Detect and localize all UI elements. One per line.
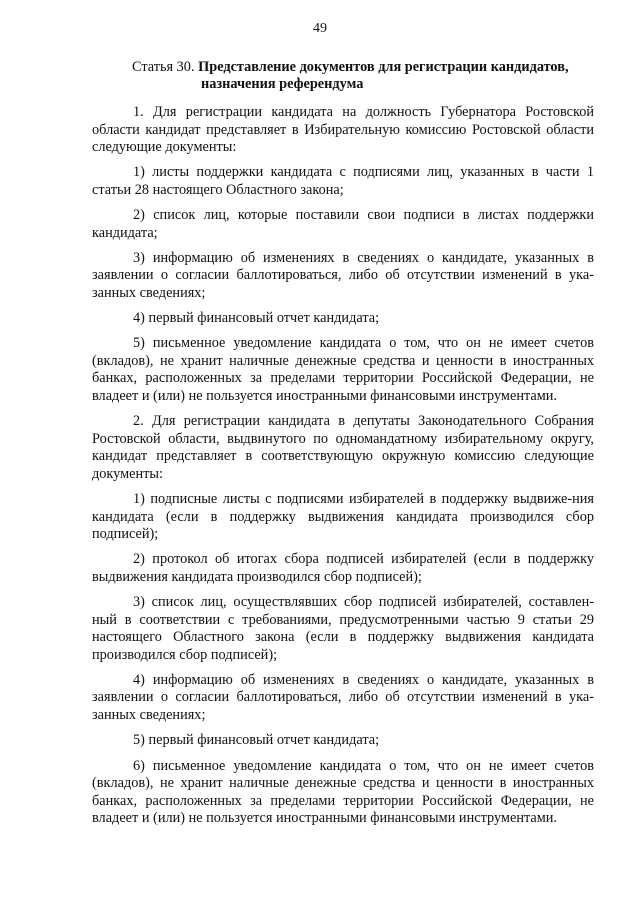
paragraph: 5) письменное уведомление кандидата о том, что он не имеет счетов (вкладов), не хранит наличные денежные средства и ценности в иностранных банках, расположенных за пределами территории Российской Федерации, не владеет и (или) не пользуется иностранными финансовыми инструментами. (92, 335, 594, 404)
paragraph: 5) первый финансовый отчет кандидата; (133, 732, 380, 749)
paragraph: 1) листы поддержки кандидата с подписями лиц, указанных в части 1 статьи 28 настоящего Областного закона; (92, 164, 594, 198)
article-label: Статья 30. (132, 59, 195, 75)
article-heading (132, 59, 602, 93)
article-title-line2: назначения референдума (201, 76, 364, 92)
paragraph: 3) информацию об изменениях в сведениях о кандидате, указанных в заявлении о согласии баллотироваться, либо об отсутствии изменений в ука-занных сведениях; (92, 249, 594, 301)
paragraph: 1) подписные листы с подписями избирателей в поддержку выдвиже-ния кандидата (если в поддержку выдвижения кандидата производился сбор подписей); (92, 491, 594, 543)
page-number: 49 (313, 21, 327, 36)
paragraph: 3) список лиц, осуществлявших сбор подписей избирателей, составлен-ный в соответствии с требованиями, предусмотренными частью 9 статьи 29 настоящего Областного закона (если в поддержку выдвижения кандидата производился сбор подписей); (92, 594, 594, 663)
article-title-line1: Представление документов для регистрации кандидатов, (198, 59, 569, 75)
paragraph: 2. Для регистрации кандидата в депутаты Законодательного Собрания Ростовской области, выдвинутого по одномандатному избирательному округу, кандидат представляет в соответствующую окружную комиссию следующие документы: (92, 413, 594, 482)
paragraph: 2) протокол об итогах сбора подписей избирателей (если в поддержку выдвижения кандидата производился сбор подписей); (92, 551, 594, 585)
paragraph: 6) письменное уведомление кандидата о том, что он не имеет счетов (вкладов), не хранит наличные денежные средства и ценности в иностранных банках, расположенных за пределами территории Российской Федерации, не владеет и (или) не пользуется иностранными финансовыми инструментами. (92, 757, 594, 827)
paragraph: 4) информацию об изменениях в сведениях о кандидате, указанных в заявлении о согласии баллотироваться, либо об отсутствии изменений в ука-занных сведениях; (92, 671, 594, 723)
paragraph: 1. Для регистрации кандидата на должность Губернатора Ростовской области кандидат представляет в Избирательную комиссию Ростовской области следующие документы: (92, 104, 594, 155)
paragraph: 2) список лиц, которые поставили свои подписи в листах поддержки кандидата; (92, 207, 594, 241)
article-body (92, 104, 594, 835)
paragraph: 4) первый финансовый отчет кандидата; (133, 310, 380, 327)
